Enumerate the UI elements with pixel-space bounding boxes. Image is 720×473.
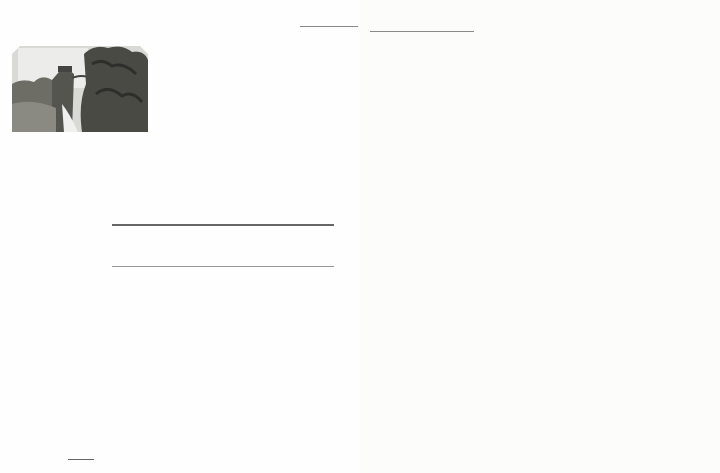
footnote-rule — [68, 459, 94, 460]
running-head-rule-left — [300, 26, 358, 27]
mountain-landscape-image — [12, 44, 148, 132]
running-head-rule-right — [370, 31, 474, 32]
section-heading — [112, 224, 334, 267]
right-page — [360, 0, 720, 473]
